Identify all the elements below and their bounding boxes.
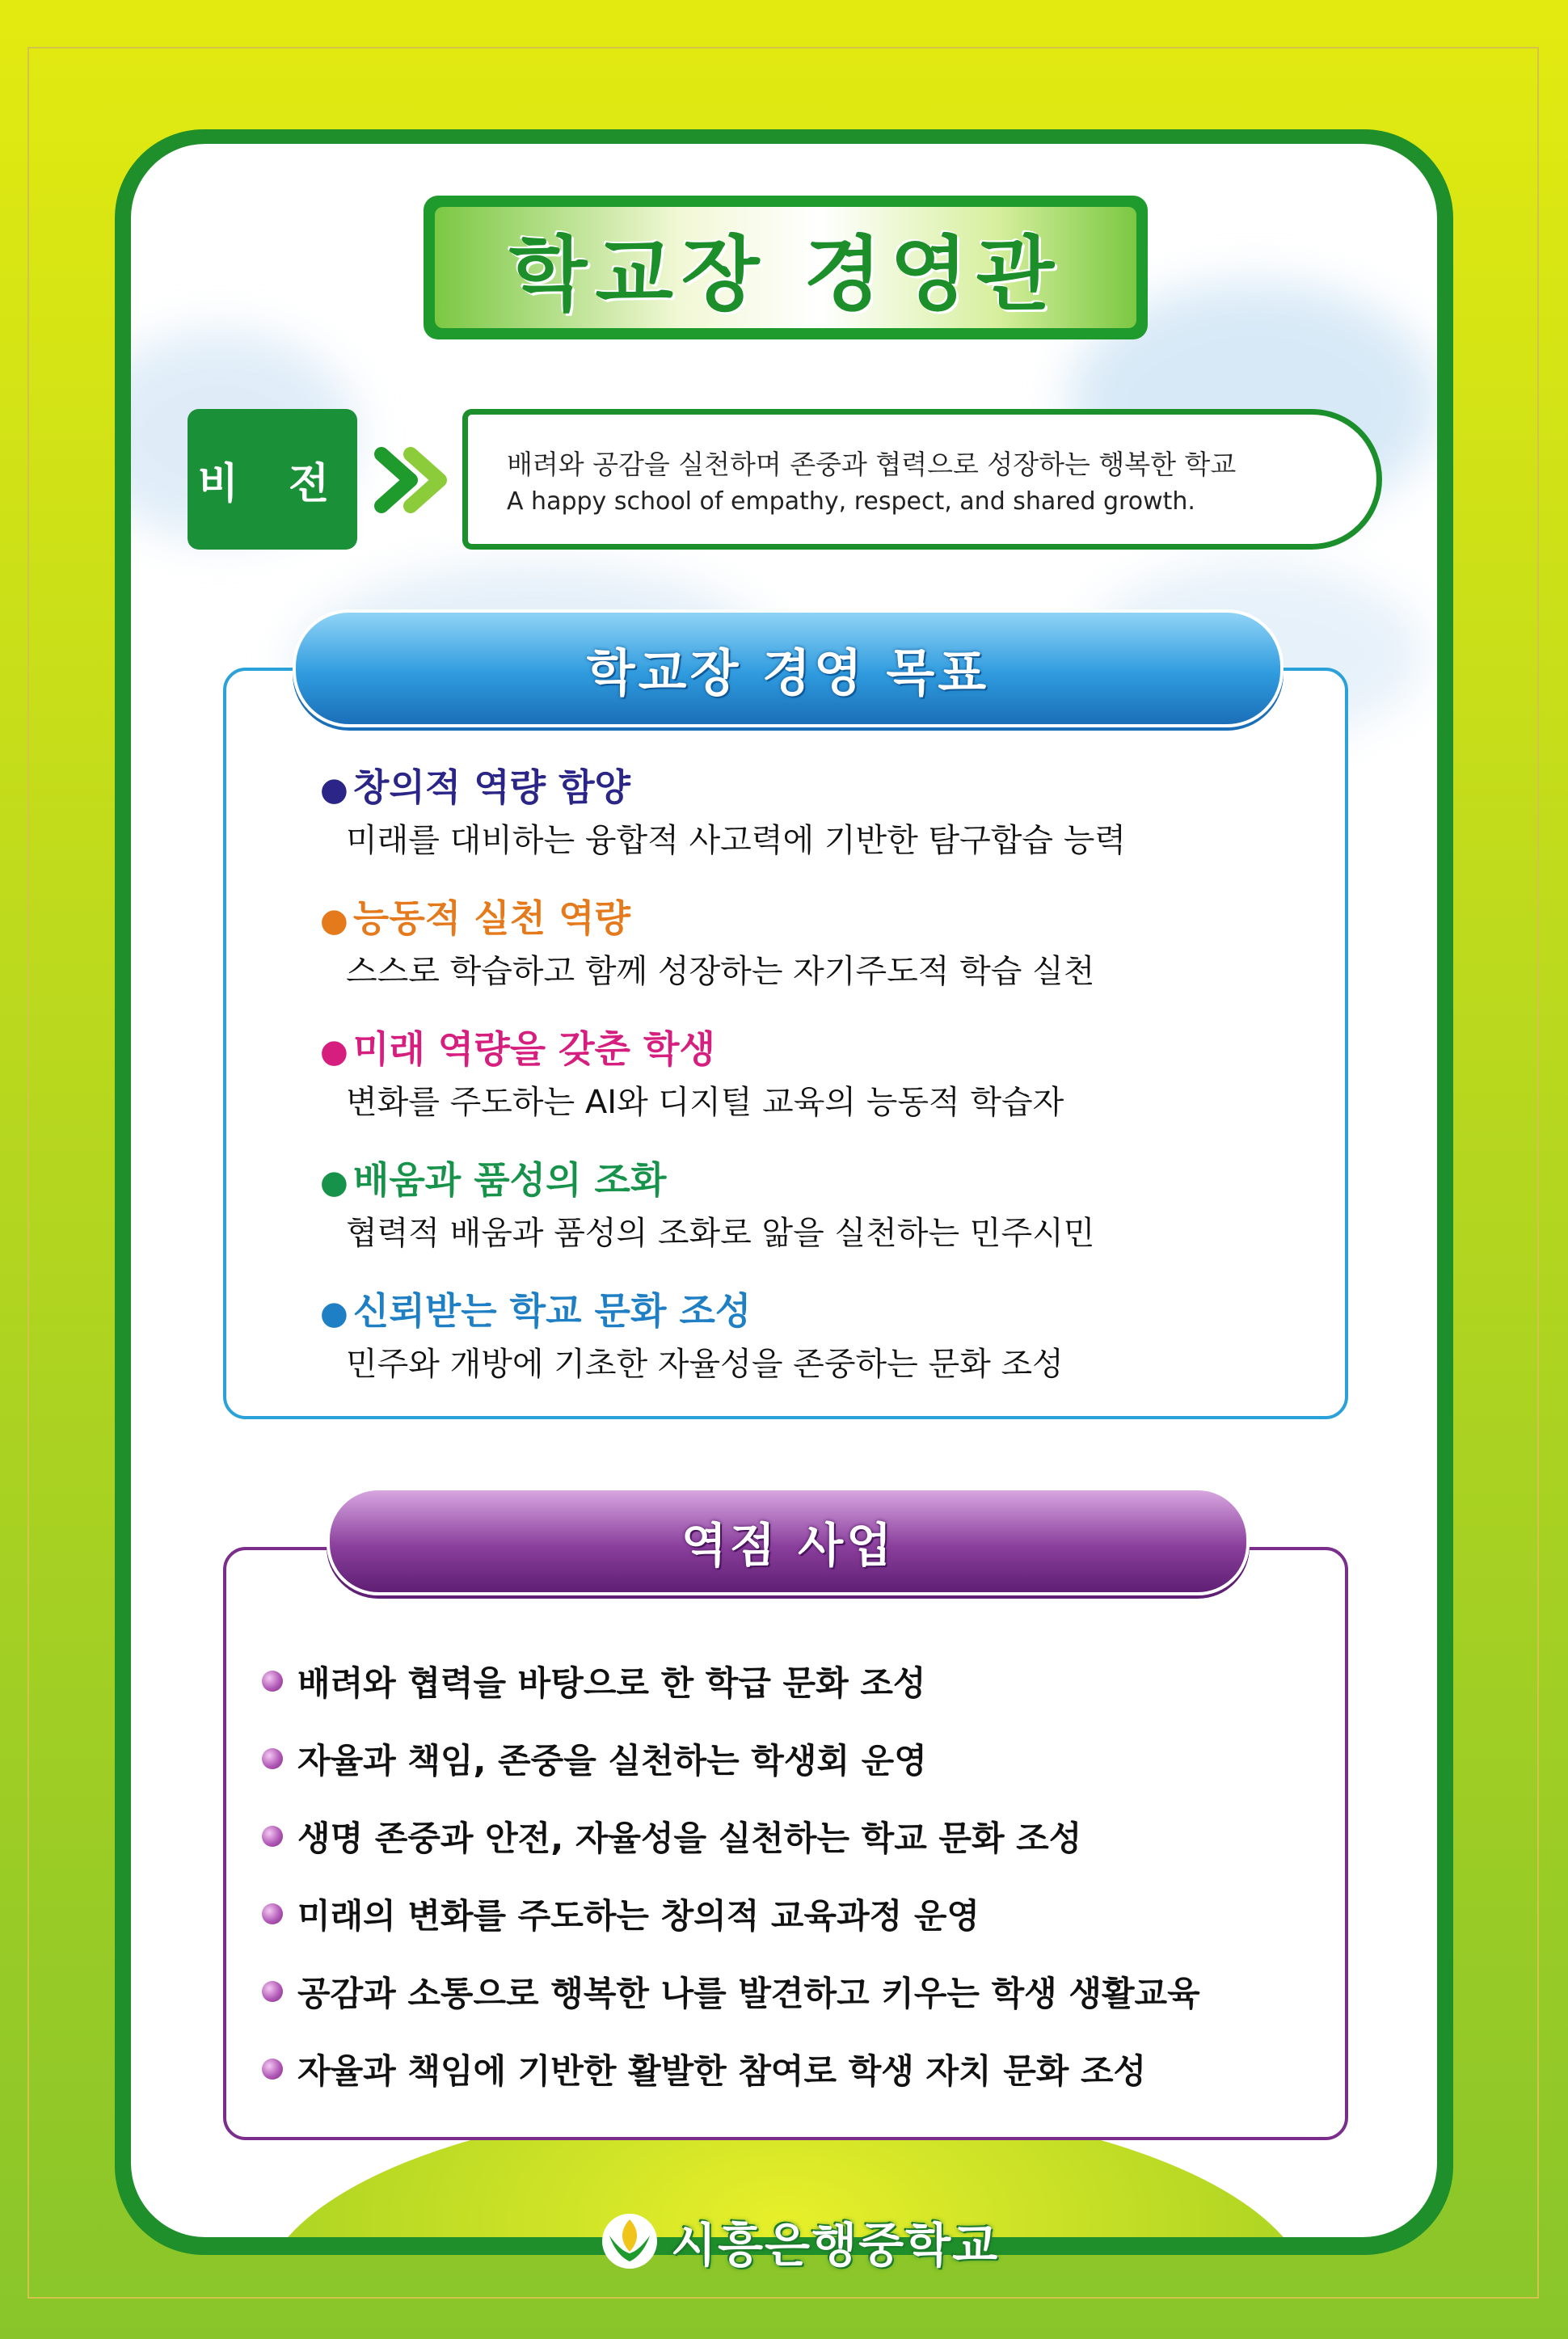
vision-badge: 비 전	[188, 409, 357, 550]
bullet-dot-icon: ●	[320, 1295, 348, 1332]
project-item: 배려와 협력을 바탕으로 한 학급 문화 조성	[262, 1657, 925, 1705]
goal-description: 미래를 대비하는 융합적 사고력에 기반한 탐구합습 능력	[346, 822, 1127, 859]
bullet-dot-icon: ●	[320, 902, 348, 939]
project-item: 자율과 책임에 기반한 활발한 참여로 학생 자치 문화 조성	[262, 2045, 1146, 2093]
project-item: 생명 존중과 안전, 자율성을 실천하는 학교 문화 조성	[262, 1812, 1081, 1861]
goal-title: ● 능동적 실천 역량	[320, 896, 630, 940]
project-item: 공감과 소통으로 행복한 나를 발견하고 키우는 학생 생활교육	[262, 1967, 1200, 2016]
goal-item	[320, 1282, 1064, 1384]
projects-header-banner	[327, 1487, 1250, 1595]
project-item: 미래의 변화를 주도하는 창의적 교육과정 운영	[262, 1890, 980, 1938]
page-title: 학교장 경영관	[508, 227, 1063, 322]
title-banner-inner	[435, 207, 1136, 328]
double-chevron-right-icon	[373, 440, 451, 520]
goal-description: 민주와 개방에 기초한 자율성을 존중하는 문화 조성	[346, 1346, 1064, 1383]
goal-title: ● 미래 역량을 갖춘 학생	[320, 1027, 715, 1071]
goal-description: 변화를 주도하는 AI와 디지털 교육의 능동적 학습자	[346, 1084, 1064, 1121]
project-item: 자율과 책임, 존중을 실천하는 학생회 운영	[262, 1734, 927, 1783]
goal-title: ● 창의적 역량 함양	[320, 765, 630, 809]
title-banner	[424, 196, 1148, 339]
goals-header: 학교장 경영 목표	[586, 643, 990, 702]
goal-title: ● 신뢰받는 학교 문화 조성	[320, 1289, 752, 1333]
bullet-dot-icon	[262, 1748, 283, 1769]
bullet-dot-icon: ●	[320, 1164, 348, 1201]
school-emblem-icon	[600, 2211, 660, 2271]
goal-item	[320, 889, 1094, 992]
vision-english-text: A happy school of empathy, respect, and shared growth.	[507, 487, 1195, 516]
goal-description: 협력적 배움과 품성의 조화로 앎을 실천하는 민주시민	[346, 1215, 1095, 1252]
school-name: 시흥은행중학교	[671, 2218, 1000, 2273]
bullet-dot-icon	[262, 1671, 283, 1692]
bullet-dot-icon	[262, 2059, 283, 2080]
goal-title: ● 배움과 품성의 조화	[320, 1158, 667, 1202]
goal-item	[320, 1020, 1064, 1123]
goal-item	[320, 1151, 1094, 1254]
bullet-dot-icon	[262, 1903, 283, 1924]
vision-korean-text: 배려와 공감을 실천하며 존중과 협력으로 성장하는 행복한 학교	[507, 449, 1237, 480]
projects-header: 역점 사업	[681, 1518, 896, 1573]
vision-statement-box	[462, 409, 1382, 550]
goals-header-banner	[293, 609, 1283, 727]
goal-description: 스스로 학습하고 함께 성장하는 자기주도적 학습 실천	[346, 953, 1095, 990]
bullet-dot-icon: ●	[320, 1033, 348, 1070]
bullet-dot-icon	[262, 1981, 283, 2002]
bullet-dot-icon: ●	[320, 771, 348, 808]
goal-item	[320, 758, 1126, 861]
school-signature	[600, 2205, 999, 2278]
bullet-dot-icon	[262, 1826, 283, 1847]
